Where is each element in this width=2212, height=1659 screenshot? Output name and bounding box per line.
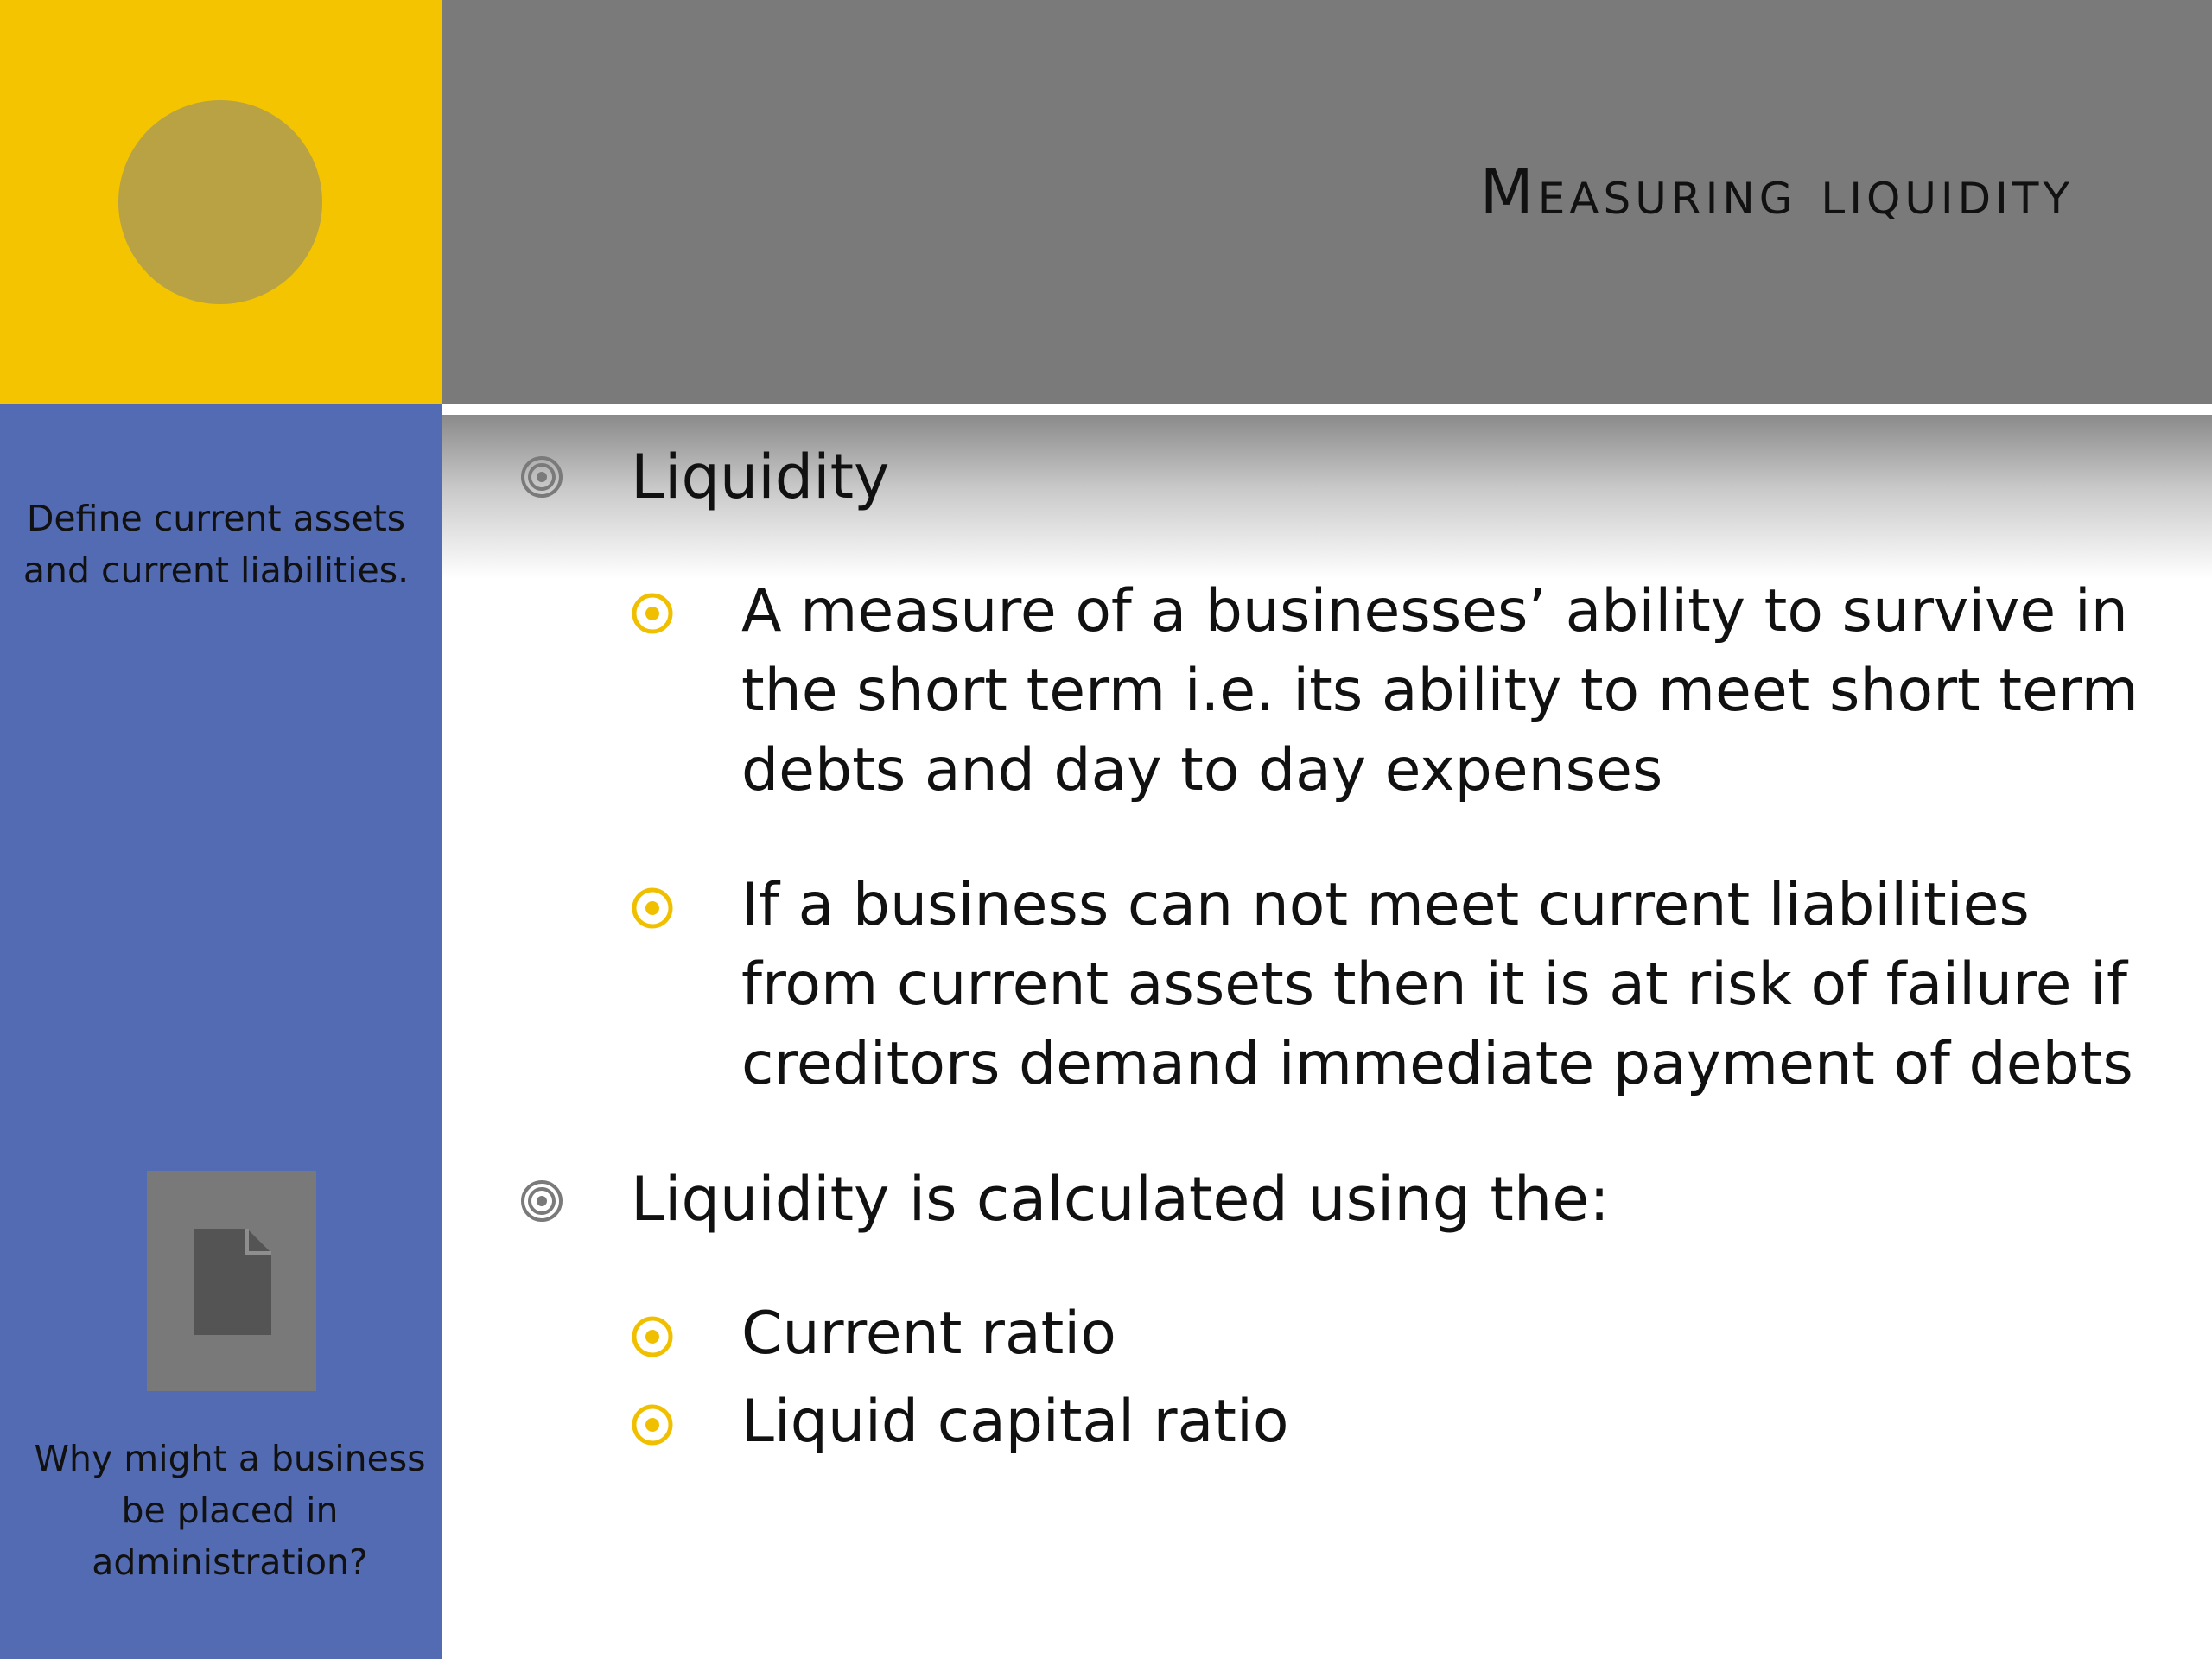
bullet-liquid-capital-ratio: Liquid capital ratio — [741, 1388, 1289, 1456]
ring-bullet-icon — [631, 1315, 674, 1358]
title-bar — [442, 0, 2212, 404]
file-icon — [194, 1229, 271, 1335]
ring-bullet-icon — [631, 592, 674, 635]
slide-body — [442, 415, 2212, 1659]
decorative-circle — [118, 100, 322, 304]
target-bullet-icon — [520, 1179, 563, 1223]
bullet-liquidity: Liquidity — [631, 442, 890, 512]
bullet-risk-of-failure: If a business can not meet current liabilities from current assets then it is at risk of failure if creditors demand immediate payment of debts — [741, 871, 2133, 1098]
bullet-calculated-using: Liquidity is calculated using the: — [631, 1164, 1610, 1235]
bullet-liquidity-definition: A measure of a businesses’ ability to survive in the short term i.e. its ability to meet short term debts and day to day expenses — [741, 577, 2139, 804]
sidebar-note-administration: Why might a business be placed in administration? — [34, 1438, 426, 1583]
slide-title: Measuring liquidity — [1479, 156, 2074, 228]
bullet-current-ratio: Current ratio — [741, 1300, 1116, 1368]
ring-bullet-icon — [631, 887, 674, 930]
sidebar-note-define: Define current assets and current liabilities. — [22, 498, 410, 591]
media-placeholder — [147, 1171, 316, 1391]
ring-bullet-icon — [631, 1403, 674, 1446]
corner-block — [0, 0, 442, 404]
header-divider — [442, 404, 2212, 415]
target-bullet-icon — [520, 455, 563, 499]
